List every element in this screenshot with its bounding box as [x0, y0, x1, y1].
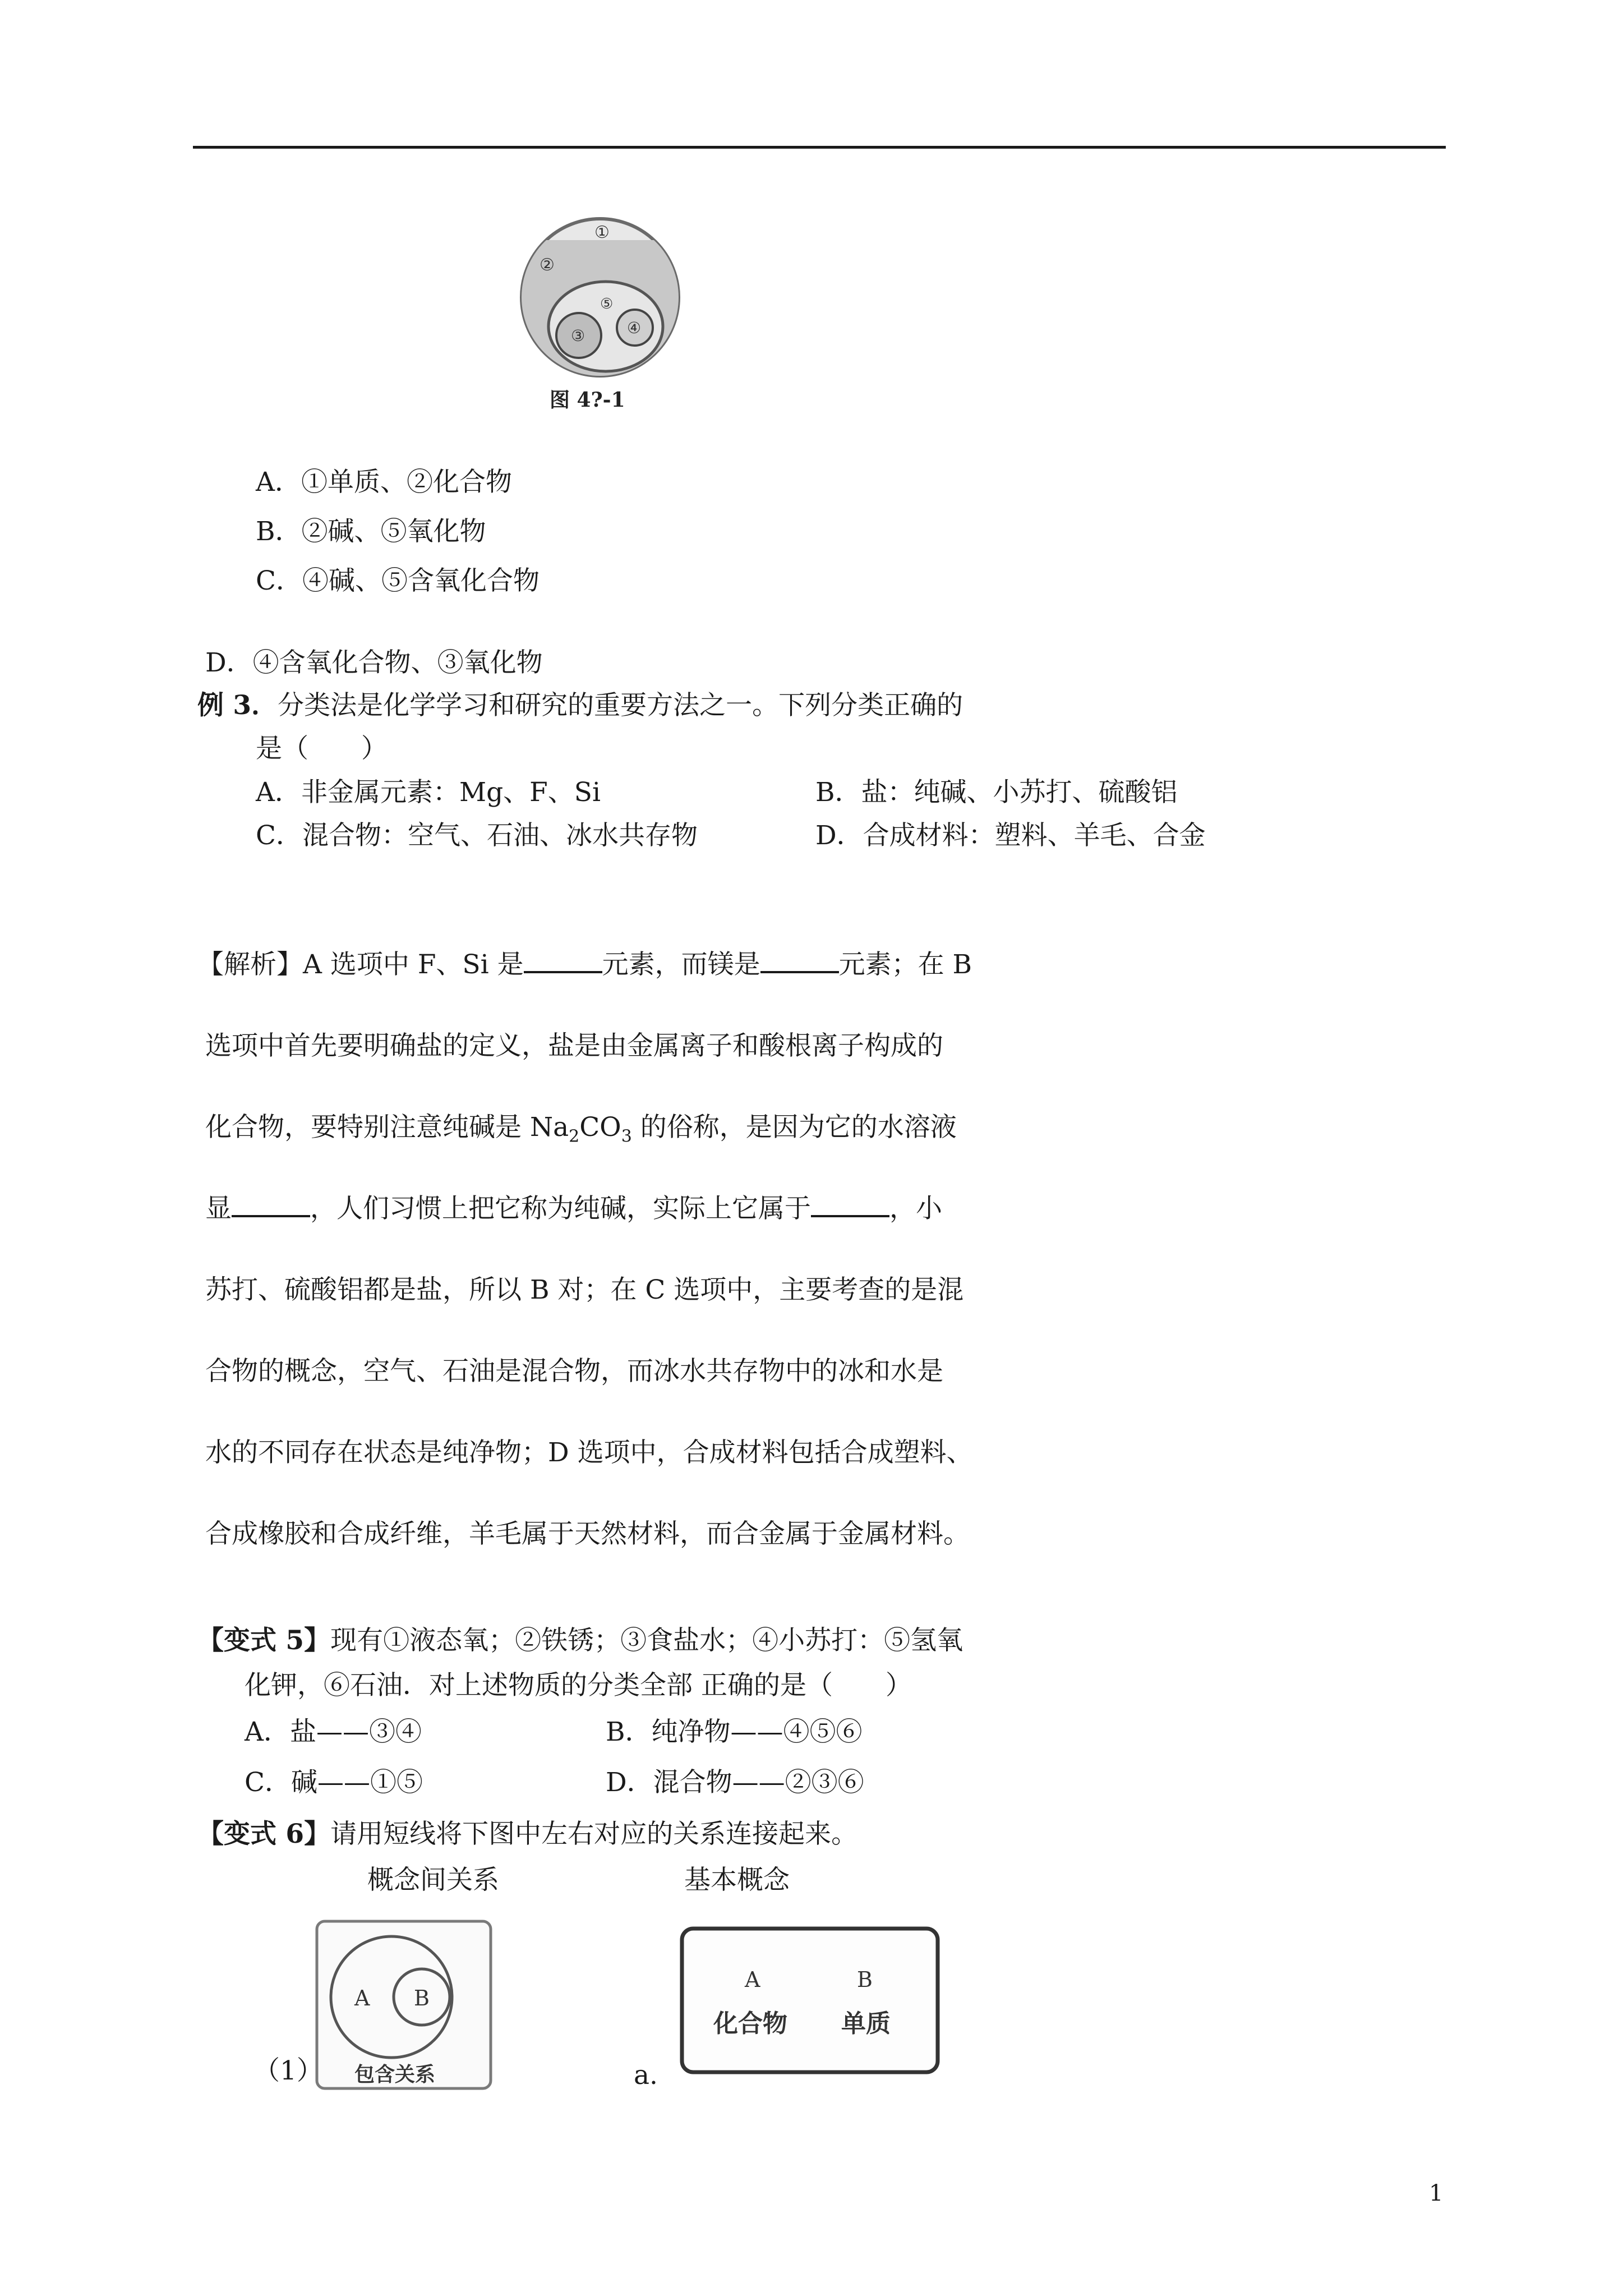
analysis-line-3: 化合物，要特别注意纯碱是 $Na_2CO_3$ 的俗称，是因为它的水溶液 [205, 1112, 957, 1147]
fig-left-label-b: B [414, 1986, 430, 2010]
variant5-stem: 【变式 5】现有①液态氧；②铁锈；③食盐水；④小苏打：⑤氢氧 [197, 1625, 963, 1656]
fill-blank-2[interactable] [760, 949, 839, 973]
variant6-item-right-letter: a. [634, 2060, 658, 2091]
variant5-option-a: A．盐——③④ [245, 1717, 422, 1747]
analysis-line-8: 合成橡胶和合成纤维，羊毛属于天然材料，而合金属于金属材料。 [205, 1519, 970, 1549]
fig1-label-2: ② [540, 255, 555, 275]
fig1-label-1: ① [594, 223, 610, 242]
inclusion-relation-figure [314, 1918, 494, 2092]
example3-option-b: B．盐：纯碱、小苏打、硫酸铝 [815, 777, 1178, 808]
fig-right-label-b: B [857, 1967, 873, 1992]
page-number: 1 [1429, 2180, 1444, 2206]
variant5-option-c: C．碱——①⑤ [245, 1767, 423, 1798]
example3-option-d: D．合成材料：塑料、羊毛、合金 [815, 820, 1206, 851]
fill-blank-1[interactable] [524, 949, 602, 973]
prev-option-a: A．①单质、②化合物 [256, 467, 512, 498]
nested-circle-figure [516, 213, 695, 426]
fig-right-label-a: A [745, 1967, 760, 1992]
prev-option-b: B．②碱、⑤氧化物 [256, 516, 486, 547]
analysis-head: 【解析】 [197, 949, 303, 980]
example3-stem [197, 689, 963, 723]
variant5-option-d: D．混合物——②③⑥ [606, 1767, 864, 1798]
fill-blank-3[interactable] [232, 1193, 310, 1217]
example3-option-a: A．非金属元素：Mg、F、Si [256, 777, 601, 808]
basic-concepts-figure [679, 1925, 942, 2077]
analysis-line-7: 水的不同存在状态是纯净物；D 选项中，合成材料包括合成塑料、 [205, 1437, 973, 1468]
fig-left-caption: 包含关系 [354, 2063, 436, 2086]
example3-stem-text: 分类法是化学学习和研究的重要方法之一。下列分类正确的 [278, 690, 963, 721]
prev-option-d: D．④含氧化合物、③氧化物 [205, 647, 543, 678]
prev-option-c: C．④碱、⑤含氧化合物 [256, 565, 540, 596]
variant6-label: 【变式 6】 [197, 1819, 331, 1849]
variant5-label: 【变式 5】 [197, 1625, 331, 1656]
variant6-item-left-num: （1） [253, 2055, 323, 2086]
header-rule [193, 146, 1446, 149]
fill-blank-4[interactable] [811, 1193, 889, 1217]
analysis-line-5: 苏打、硫酸铝都是盐，所以 B 对；在 C 选项中，主要考查的是混 [205, 1274, 964, 1305]
fig-right-name-b: 单质 [841, 2009, 891, 2038]
example3-stem2: 是（ ） [256, 733, 388, 764]
analysis-line-1: 【解析】A 选项中 F、Si 是 元素，而镁是 元素；在 B [197, 949, 972, 980]
fig1-label-3: ③ [571, 326, 585, 345]
example3-label: 例 3． [197, 690, 278, 721]
example3-option-c: C．混合物：空气、石油、冰水共存物 [256, 820, 698, 851]
variant5-stem2: 化钾，⑥石油．对上述物质的分类全部 正确的是（ ） [245, 1670, 912, 1701]
fig1-caption: 图 4?-1 [550, 388, 625, 412]
variant6-stem: 【变式 6】请用短线将下图中左右对应的关系连接起来。 [197, 1819, 858, 1849]
analysis-line-4: 显 ，人们习惯上把它称为纯碱，实际上它属于 ，小 [205, 1193, 942, 1224]
variant5-option-b: B．纯净物——④⑤⑥ [606, 1717, 863, 1747]
variant6-col-left: 概念间关系 [367, 1865, 499, 1895]
analysis-line-2: 选项中首先要明确盐的定义，盐是由金属离子和酸根离子构成的 [205, 1030, 943, 1061]
variant6-col-right: 基本概念 [684, 1865, 790, 1895]
fig-right-name-a: 化合物 [713, 2009, 787, 2038]
analysis-line-6: 合物的概念，空气、石油是混合物，而冰水共存物中的冰和水是 [205, 1356, 943, 1387]
fig-left-label-a: A [354, 1986, 370, 2010]
fig1-label-5: ⑤ [600, 296, 614, 312]
fig1-label-4: ④ [627, 319, 642, 337]
